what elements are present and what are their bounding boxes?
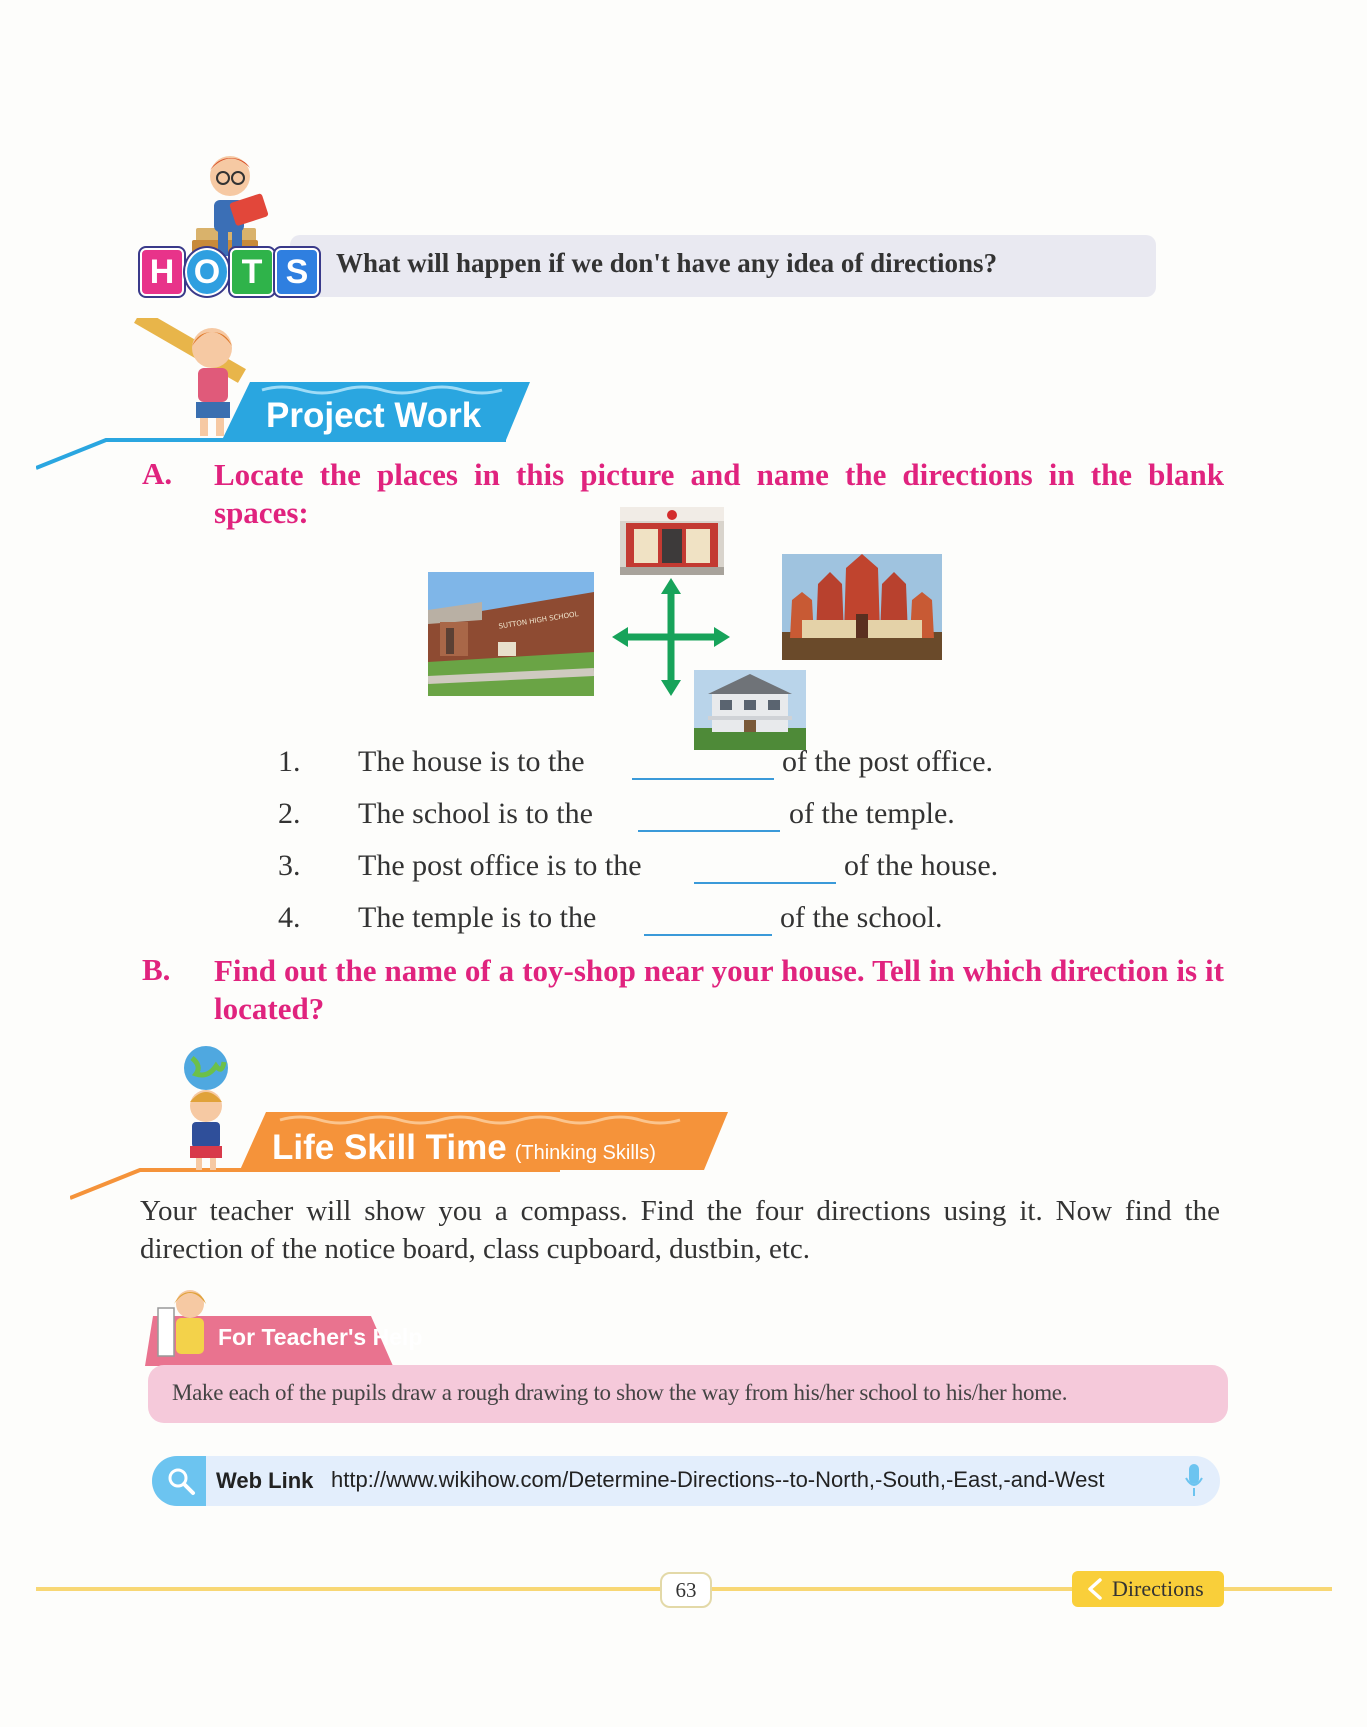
exercise-item-4 (278, 901, 597, 935)
search-icon (166, 1466, 196, 1496)
girl-ruler-illustration (130, 318, 250, 438)
item-text-after: of the temple. (789, 797, 955, 830)
web-link-url[interactable]: http://www.wikihow.com/Determine-Directions--to-North,-South,-East,-and-West (331, 1467, 1105, 1492)
item-number: 1. (278, 745, 301, 778)
item-text-before: The school is to the (358, 797, 593, 830)
house-photo (694, 670, 806, 750)
life-skill-title (272, 1128, 656, 1168)
hots-question: What will happen if we don't have any idea of directions? (336, 248, 998, 278)
answer-blank-3[interactable] (694, 860, 836, 884)
school-sign: SUTTON HIGH SCHOOL (498, 610, 580, 631)
temple-photo (782, 554, 942, 660)
hots-letter-s: S (275, 248, 319, 296)
hots-letter-o: O (185, 248, 229, 296)
chevron-left-icon (1086, 1578, 1104, 1600)
item-number: 2. (278, 797, 301, 830)
page-number: 63 (660, 1572, 712, 1608)
web-link-label: Web Link (216, 1468, 314, 1493)
teacher-help-text: Make each of the pupils draw a rough drawing to show the way from his/her school to his/her home. (172, 1380, 1068, 1405)
school-photo (428, 572, 594, 696)
microphone-icon[interactable] (1184, 1464, 1204, 1498)
life-skill-title-text: Life Skill Time (272, 1128, 507, 1167)
girl-globe-illustration (166, 1044, 246, 1170)
teacher-help-label: For Teacher's Help (218, 1324, 423, 1350)
question-b-letter: B. (142, 952, 171, 987)
exercise-item-3 (278, 849, 642, 883)
item-number: 3. (278, 849, 301, 882)
question-a-text: Locate the places in this picture and name the directions in the blank spaces: (214, 457, 1224, 530)
project-work-title: Project Work (266, 396, 482, 435)
hots-letter-t: T (230, 248, 274, 296)
answer-blank-2[interactable] (638, 808, 780, 832)
teacher-illustration (152, 1284, 216, 1364)
post-office-photo (620, 507, 724, 575)
exercise-item-2 (278, 797, 593, 831)
chapter-label: Directions (1112, 1576, 1204, 1601)
item-text-before: The house is to the (358, 745, 585, 778)
item-text-after: of the school. (780, 901, 943, 934)
hots-letter-h: H (140, 248, 184, 296)
item-number: 4. (278, 901, 301, 934)
exercise-item-1 (278, 745, 585, 779)
hots-logo (140, 248, 320, 296)
item-text-before: The temple is to the (358, 901, 597, 934)
item-text-before: The post office is to the (358, 849, 642, 882)
question-b-text: Find out the name of a toy-shop near your house. Tell in which direction is it located? (214, 953, 1224, 1026)
question-a-letter: A. (142, 456, 173, 491)
answer-blank-4[interactable] (644, 912, 772, 936)
life-skill-subtitle: (Thinking Skills) (514, 1142, 656, 1164)
item-text-after: of the post office. (782, 745, 994, 778)
answer-blank-1[interactable] (632, 756, 774, 780)
item-text-after: of the house. (844, 849, 999, 882)
life-skill-text: Your teacher will show you a compass. Find the four directions using it. Now find the direction of the notice board, class cupboard, dustbin, etc. (140, 1195, 1220, 1265)
